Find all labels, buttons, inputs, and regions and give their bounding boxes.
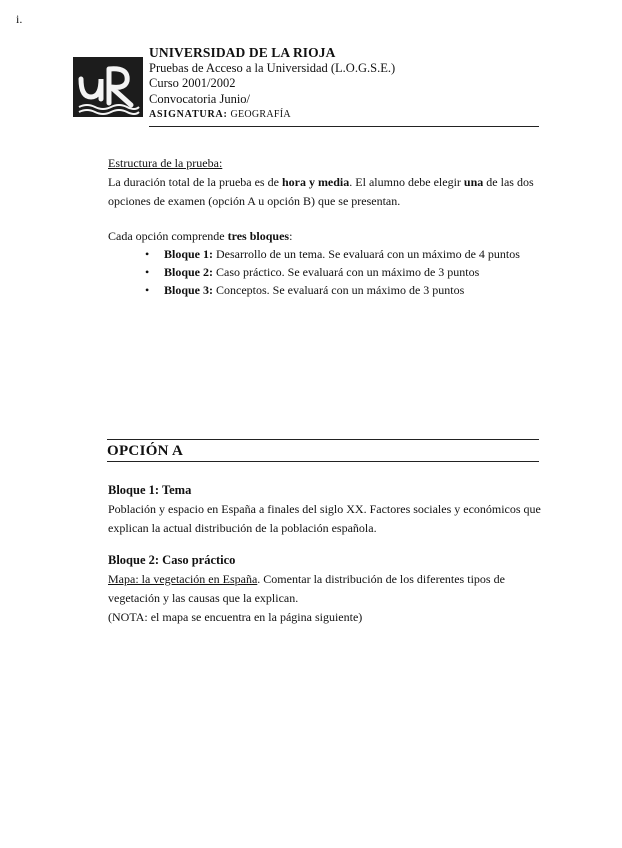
course-year: Curso 2001/2002 [149, 76, 236, 90]
block1-section [108, 481, 548, 538]
structure-heading: Estructura de la prueba: [108, 156, 223, 170]
exam-call: Convocatoria Junio/ [149, 91, 251, 106]
block2-note: (NOTA: el mapa se encuentra en la página siguiente) [108, 610, 363, 624]
block1-text: Población y espacio en España a finales del siglo XX. Factores sociales y económicos que explican la actual distribución de la población española. [108, 502, 541, 535]
list-item: • Bloque 3: Conceptos. Se evaluará con un máximo de 3 puntos [145, 281, 520, 299]
university-logo [73, 57, 143, 117]
subject-label: ASIGNATURA: [149, 109, 228, 120]
block1-title: Bloque 1: Tema [108, 483, 192, 497]
block2-title: Bloque 2: Caso práctico [108, 553, 236, 567]
blocks-intro: Cada opción comprende tres bloques: [108, 229, 293, 243]
subject-line [149, 107, 395, 123]
university-name: UNIVERSIDAD DE LA RIOJA [149, 45, 336, 60]
blocks-list [145, 245, 520, 299]
map-reference: Mapa: la vegetación en España [108, 572, 258, 586]
list-item: • Bloque 2: Caso práctico. Se evaluará con un máximo de 3 puntos [145, 263, 520, 281]
option-divider-top [107, 439, 539, 440]
subject-value: GEOGRAFÍA [230, 109, 291, 120]
header-divider [149, 126, 539, 127]
option-divider-bottom [107, 461, 539, 462]
exam-name: Pruebas de Acceso a la Universidad (L.O.G.S.E.) [149, 60, 396, 75]
structure-paragraph: La duración total de la prueba es de hora y media. El alumno debe elegir una de las dos opciones de examen (opción A u opción B) que se presentan. [108, 175, 534, 208]
block2-section [108, 551, 548, 627]
block2-text: Mapa: la vegetación en España. Comentar la distribución de los diferentes tipos de vegetación y las causas que la explican. [108, 572, 505, 605]
list-item: • Bloque 1: Desarrollo de un tema. Se evaluará con un máximo de 4 puntos [145, 245, 520, 263]
structure-section [108, 154, 548, 211]
corner-mark: i. [16, 12, 23, 26]
option-a-title: OPCIÓN A [107, 443, 184, 459]
exam-header [149, 45, 395, 123]
